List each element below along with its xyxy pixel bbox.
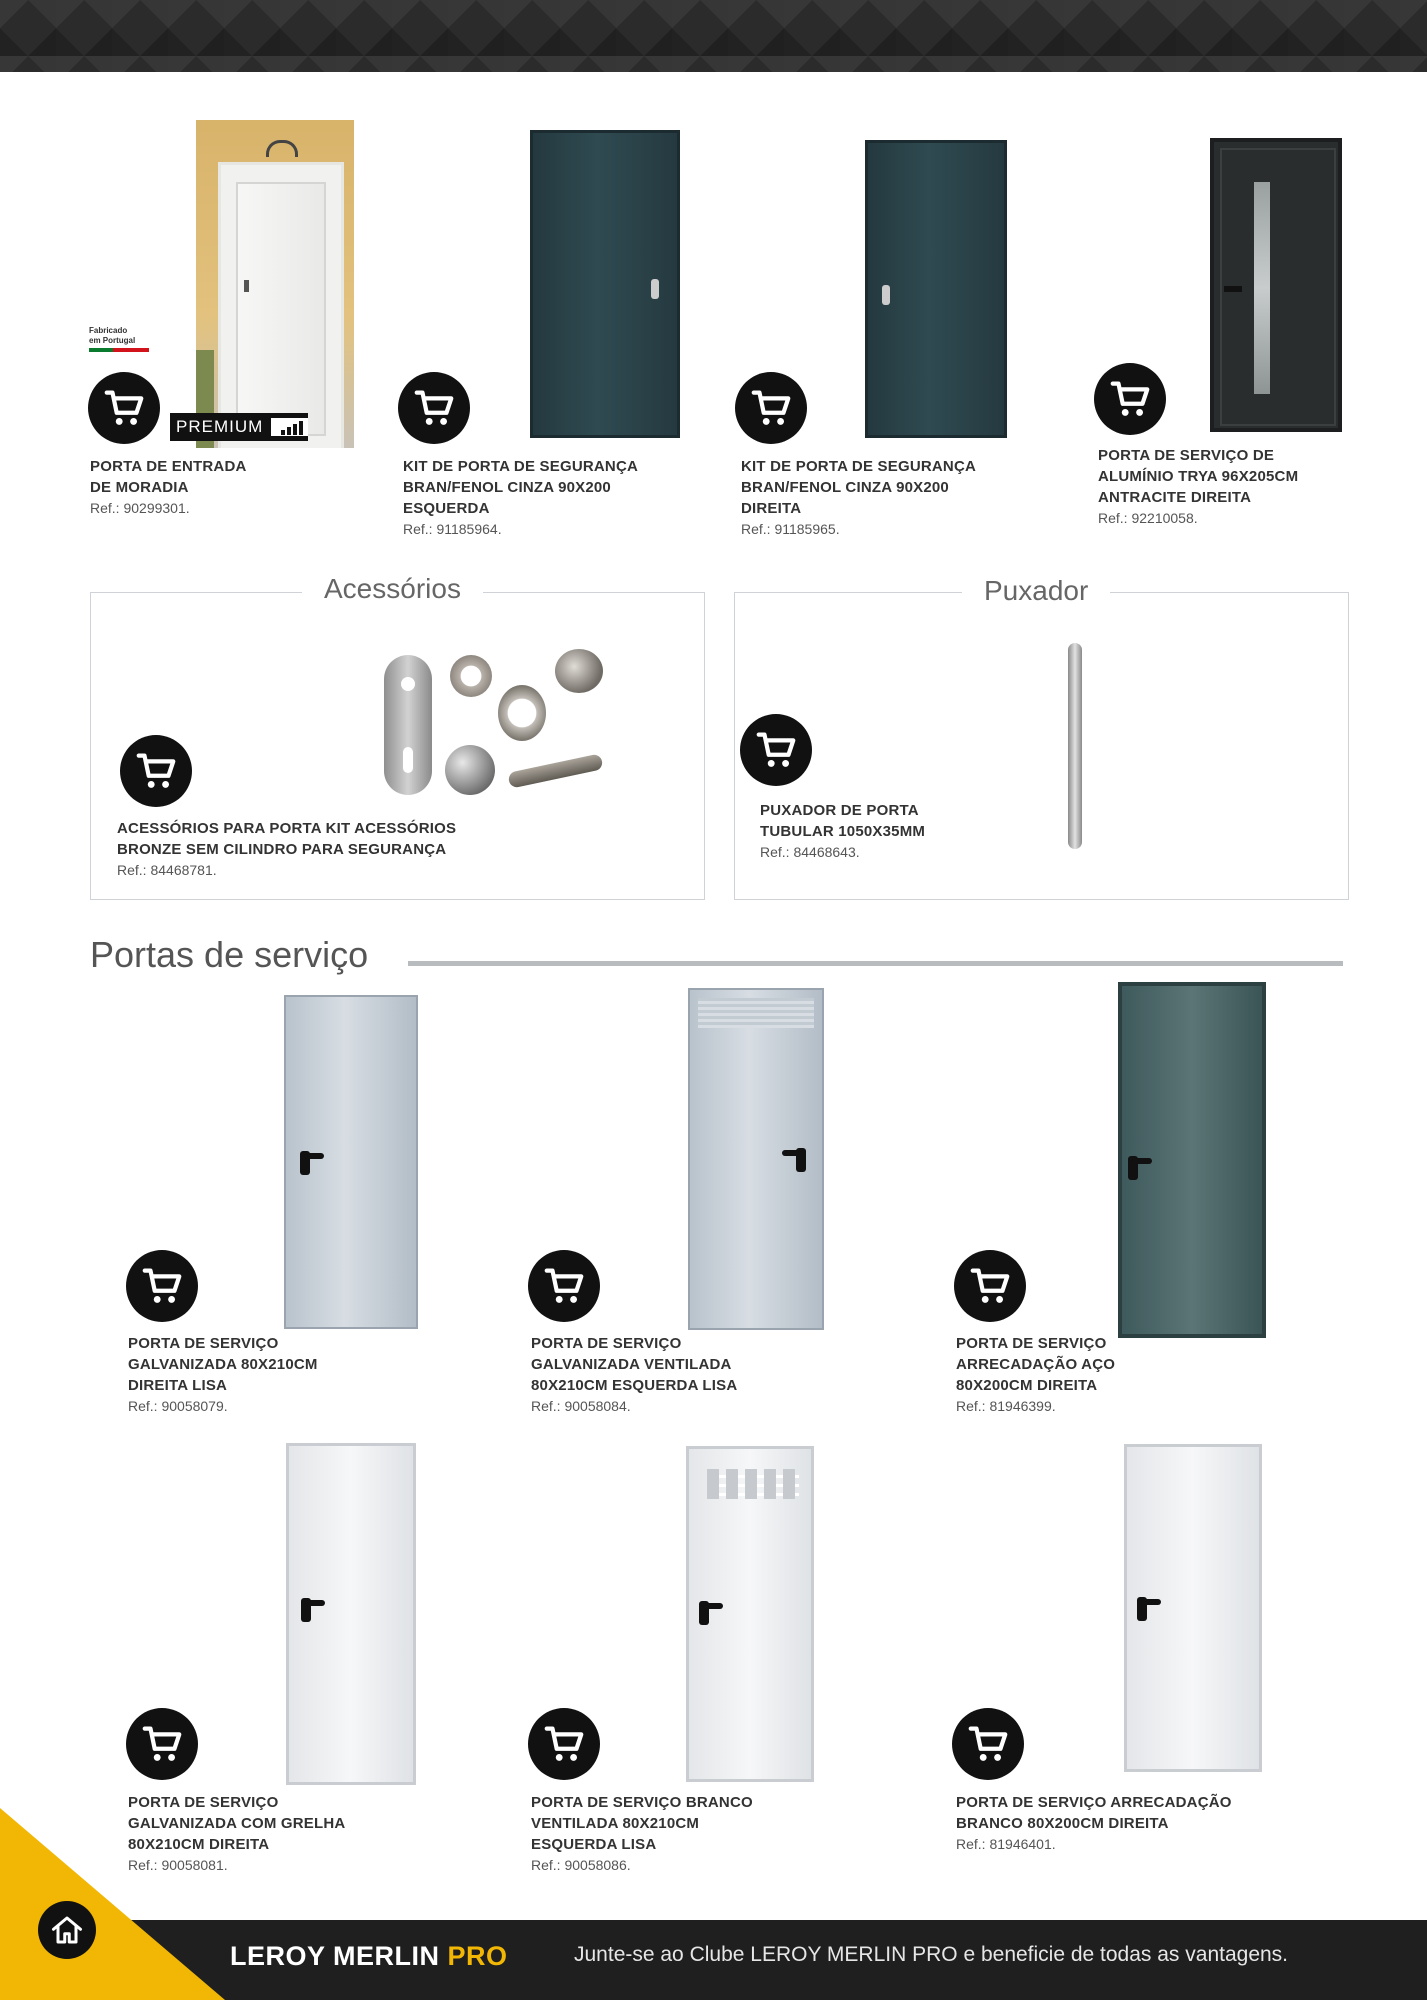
product-title: PUXADOR DE PORTA TUBULAR 1050X35MM — [760, 802, 926, 840]
section-divider — [408, 961, 1343, 966]
handle-heading: Puxador — [962, 575, 1110, 607]
product-ref: Ref.: 81946399. — [956, 1398, 1056, 1414]
footer-tagline: Junte-se ao Clube LEROY MERLIN PRO e beneficie de todas as vantagens. — [574, 1943, 1289, 1966]
cart-icon — [139, 1263, 185, 1309]
product-info — [956, 1333, 1256, 1416]
product-info — [117, 818, 597, 880]
product-image-ventilated-door — [688, 988, 824, 1330]
product-title: ACESSÓRIOS PARA PORTA KIT ACESSÓRIOS BRONZE SEM CILINDRO PARA SEGURANÇA — [117, 820, 457, 858]
product-title: PORTA DE SERVIÇO BRANCO VENTILADA 80X210CM ESQUERDA LISA — [531, 1794, 753, 1853]
product-image-grille-door — [286, 1443, 416, 1785]
product-info — [531, 1792, 831, 1875]
brand-logo: LEROY MERLIN PRO — [230, 1941, 508, 1971]
cart-icon — [541, 1721, 587, 1767]
add-to-cart-button[interactable] — [1094, 363, 1166, 435]
cart-icon — [967, 1263, 1013, 1309]
add-to-cart-button[interactable] — [528, 1250, 600, 1322]
product-info — [403, 456, 703, 539]
cart-icon — [133, 748, 179, 794]
cart-icon — [753, 727, 799, 773]
product-info — [128, 1333, 428, 1416]
product-info — [956, 1792, 1296, 1854]
cart-icon — [1107, 376, 1153, 422]
cart-icon — [411, 385, 457, 431]
product-ref: Ref.: 90058084. — [531, 1398, 631, 1414]
product-info — [1098, 445, 1398, 528]
product-ref: Ref.: 91185965. — [741, 521, 840, 537]
product-ref: Ref.: 90299301. — [90, 500, 190, 516]
product-image-steel-storage-door — [1118, 982, 1266, 1338]
section-heading: Portas de serviço — [90, 934, 369, 975]
add-to-cart-button[interactable] — [88, 372, 160, 444]
add-to-cart-button[interactable] — [952, 1708, 1024, 1780]
header-band — [0, 0, 1427, 72]
product-title: KIT DE PORTA DE SEGURANÇA BRAN/FENOL CINZA 90X200 DIREITA — [741, 458, 977, 517]
made-in-portugal-badge: Fabricado em Portugal — [89, 326, 149, 352]
product-ref: Ref.: 84468643. — [760, 844, 860, 860]
product-info — [531, 1333, 831, 1416]
product-ref: Ref.: 84468781. — [117, 862, 217, 878]
cart-icon — [748, 385, 794, 431]
yellow-corner-accent — [0, 1808, 240, 2000]
product-title: PORTA DE SERVIÇO ARRECADAÇÃO AÇO 80X200CM DIREITA — [956, 1335, 1116, 1394]
product-info — [741, 456, 1041, 539]
home-icon — [49, 1912, 85, 1948]
product-image-security-door-right — [865, 140, 1007, 438]
product-title: PORTA DE SERVIÇO ARRECADAÇÃO BRANCO 80X200CM DIREITA — [956, 1794, 1232, 1832]
product-info — [760, 800, 1060, 862]
product-image-white-storage-door — [1124, 1444, 1262, 1772]
add-to-cart-button[interactable] — [126, 1708, 198, 1780]
add-to-cart-button[interactable] — [954, 1250, 1026, 1322]
product-image-galvanized-door — [284, 995, 418, 1329]
product-ref: Ref.: 92210058. — [1098, 510, 1198, 526]
product-info — [90, 456, 390, 518]
signal-bars-icon — [271, 418, 308, 436]
cart-icon — [101, 385, 147, 431]
product-ref: Ref.: 90058086. — [531, 1857, 631, 1873]
add-to-cart-button[interactable] — [120, 735, 192, 807]
accessories-heading: Acessórios — [302, 573, 483, 605]
add-to-cart-button[interactable] — [528, 1708, 600, 1780]
add-to-cart-button[interactable] — [126, 1250, 198, 1322]
product-image-aluminium-door — [1210, 138, 1342, 432]
product-ref: Ref.: 91185964. — [403, 521, 502, 537]
product-image-white-ventilated-door — [686, 1446, 814, 1782]
cart-icon — [139, 1721, 185, 1767]
product-ref: Ref.: 81946401. — [956, 1836, 1056, 1852]
product-ref: Ref.: 90058081. — [128, 1857, 228, 1873]
home-button[interactable] — [38, 1901, 96, 1959]
premium-badge: PREMIUM — [170, 413, 308, 441]
product-title: PORTA DE ENTRADA DE MORADIA — [90, 458, 247, 496]
product-ref: Ref.: 90058079. — [128, 1398, 228, 1414]
handle-image — [1068, 643, 1090, 851]
product-image-entrance-door — [196, 120, 354, 448]
add-to-cart-button[interactable] — [398, 372, 470, 444]
product-title: PORTA DE SERVIÇO GALVANIZADA 80X210CM DIREITA LISA — [128, 1335, 318, 1394]
product-title: PORTA DE SERVIÇO GALVANIZADA COM GRELHA 80X210CM DIREITA — [128, 1794, 346, 1853]
product-image-security-door-left — [530, 130, 680, 438]
product-title: PORTA DE SERVIÇO GALVANIZADA VENTILADA 80X210CM ESQUERDA LISA — [531, 1335, 738, 1394]
cart-icon — [541, 1263, 587, 1309]
add-to-cart-button[interactable] — [735, 372, 807, 444]
add-to-cart-button[interactable] — [740, 714, 812, 786]
product-title: PORTA DE SERVIÇO DE ALUMÍNIO TRYA 96X205CM ANTRACITE DIREITA — [1098, 447, 1299, 506]
cart-icon — [965, 1721, 1011, 1767]
product-title: KIT DE PORTA DE SEGURANÇA BRAN/FENOL CINZA 90X200 ESQUERDA — [403, 458, 639, 517]
accessories-image — [380, 645, 610, 805]
